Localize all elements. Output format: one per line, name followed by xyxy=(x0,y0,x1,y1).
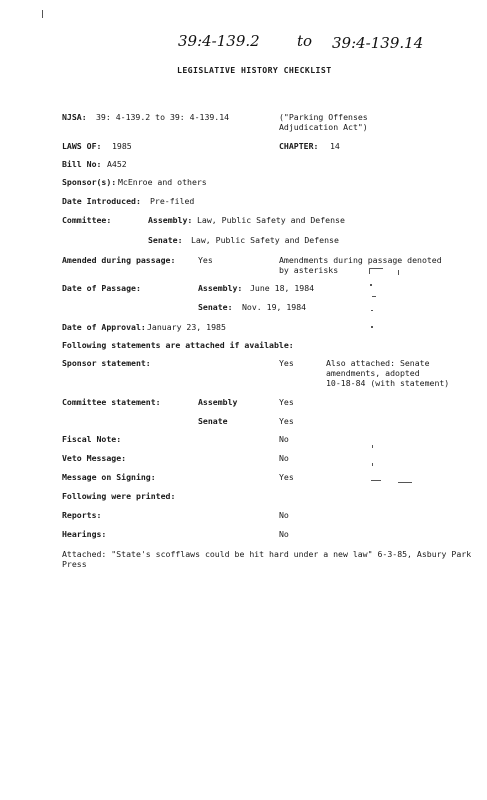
committee-assembly-label: Assembly: xyxy=(148,215,193,225)
also-attached-line1: Also attached: Senate xyxy=(326,358,430,368)
scan-mark xyxy=(372,463,373,466)
committee-label: Committee: xyxy=(62,215,112,225)
attached-note-line1: Attached: "State's scofflaws could be hit hard under a new law" 6-3-85, Asbury Park xyxy=(62,549,472,559)
scan-mark xyxy=(398,482,412,483)
sponsor-statement-value: Yes xyxy=(279,358,294,368)
amended-label: Amended during passage: xyxy=(62,255,176,265)
committee-statement-senate-value: Yes xyxy=(279,416,294,426)
handwritten-to: 39:4-139.14 xyxy=(332,34,424,52)
scan-mark xyxy=(398,270,399,275)
handwritten-from: 39:4-139.2 xyxy=(178,32,260,50)
scan-mark xyxy=(371,310,373,311)
fiscal-note-label: Fiscal Note: xyxy=(62,434,122,444)
scan-mark xyxy=(371,326,373,328)
laws-of-value: 1985 xyxy=(112,141,132,151)
handwritten-to-word: to xyxy=(297,32,313,50)
amended-note-line2: by asterisks xyxy=(279,265,339,275)
scan-mark xyxy=(372,445,373,448)
date-introduced-label: Date Introduced: xyxy=(62,196,141,206)
passage-senate-label: Senate: xyxy=(198,302,233,312)
committee-statement-senate-label: Senate xyxy=(198,416,228,426)
reports-label: Reports: xyxy=(62,510,102,520)
page-title: LEGISLATIVE HISTORY CHECKLIST xyxy=(177,65,332,75)
bill-label: Bill No: xyxy=(62,159,102,169)
following-printed-heading: Following were printed: xyxy=(62,491,176,501)
sponsors-value: McEnroe and others xyxy=(118,177,207,187)
committee-assembly-value: Law, Public Safety and Defense xyxy=(197,215,345,225)
amended-note-line1: Amendments during passage denoted xyxy=(279,255,442,265)
committee-senate-label: Senate: xyxy=(148,235,183,245)
laws-of-label: LAWS OF: xyxy=(62,141,102,151)
scan-mark xyxy=(372,296,376,297)
also-attached-line2: amendments, adopted xyxy=(326,368,420,378)
veto-message-label: Veto Message: xyxy=(62,453,127,463)
chapter-label: CHAPTER: xyxy=(279,141,319,151)
fiscal-note-value: No xyxy=(279,434,289,444)
attached-note-line2: Press xyxy=(62,559,87,569)
committee-senate-value: Law, Public Safety and Defense xyxy=(191,235,339,245)
date-introduced-value: Pre-filed xyxy=(150,196,195,206)
act-name-line1: ("Parking Offenses xyxy=(279,112,368,122)
bill-value: A452 xyxy=(107,159,127,169)
committee-statement-assembly-value: Yes xyxy=(279,397,294,407)
committee-statement-assembly-label: Assembly xyxy=(198,397,238,407)
approval-value: January 23, 1985 xyxy=(147,322,226,332)
act-name-line2: Adjudication Act") xyxy=(279,122,368,132)
njsa-label: NJSA: xyxy=(62,112,87,122)
scan-mark xyxy=(42,10,43,18)
njsa-value: 39: 4-139.2 to 39: 4-139.14 xyxy=(96,112,230,122)
passage-assembly-label: Assembly: xyxy=(198,283,243,293)
scan-mark xyxy=(370,284,372,286)
scan-mark xyxy=(371,480,381,481)
sponsor-statement-label: Sponsor statement: xyxy=(62,358,151,368)
signing-message-value: Yes xyxy=(279,472,294,482)
sponsors-label: Sponsor(s): xyxy=(62,177,117,187)
reports-value: No xyxy=(279,510,289,520)
scan-mark xyxy=(369,268,370,274)
approval-label: Date of Approval: xyxy=(62,322,146,332)
signing-message-label: Message on Signing: xyxy=(62,472,156,482)
also-attached-line3: 10-18-84 (with statement) xyxy=(326,378,450,388)
scan-mark xyxy=(369,268,383,269)
passage-assembly-value: June 18, 1984 xyxy=(250,283,315,293)
following-attached-heading: Following statements are attached if available: xyxy=(62,340,294,350)
veto-message-value: No xyxy=(279,453,289,463)
chapter-value: 14 xyxy=(330,141,340,151)
amended-value: Yes xyxy=(198,255,213,265)
passage-label: Date of Passage: xyxy=(62,283,141,293)
committee-statement-label: Committee statement: xyxy=(62,397,161,407)
hearings-label: Hearings: xyxy=(62,529,107,539)
passage-senate-value: Nov. 19, 1984 xyxy=(242,302,307,312)
hearings-value: No xyxy=(279,529,289,539)
